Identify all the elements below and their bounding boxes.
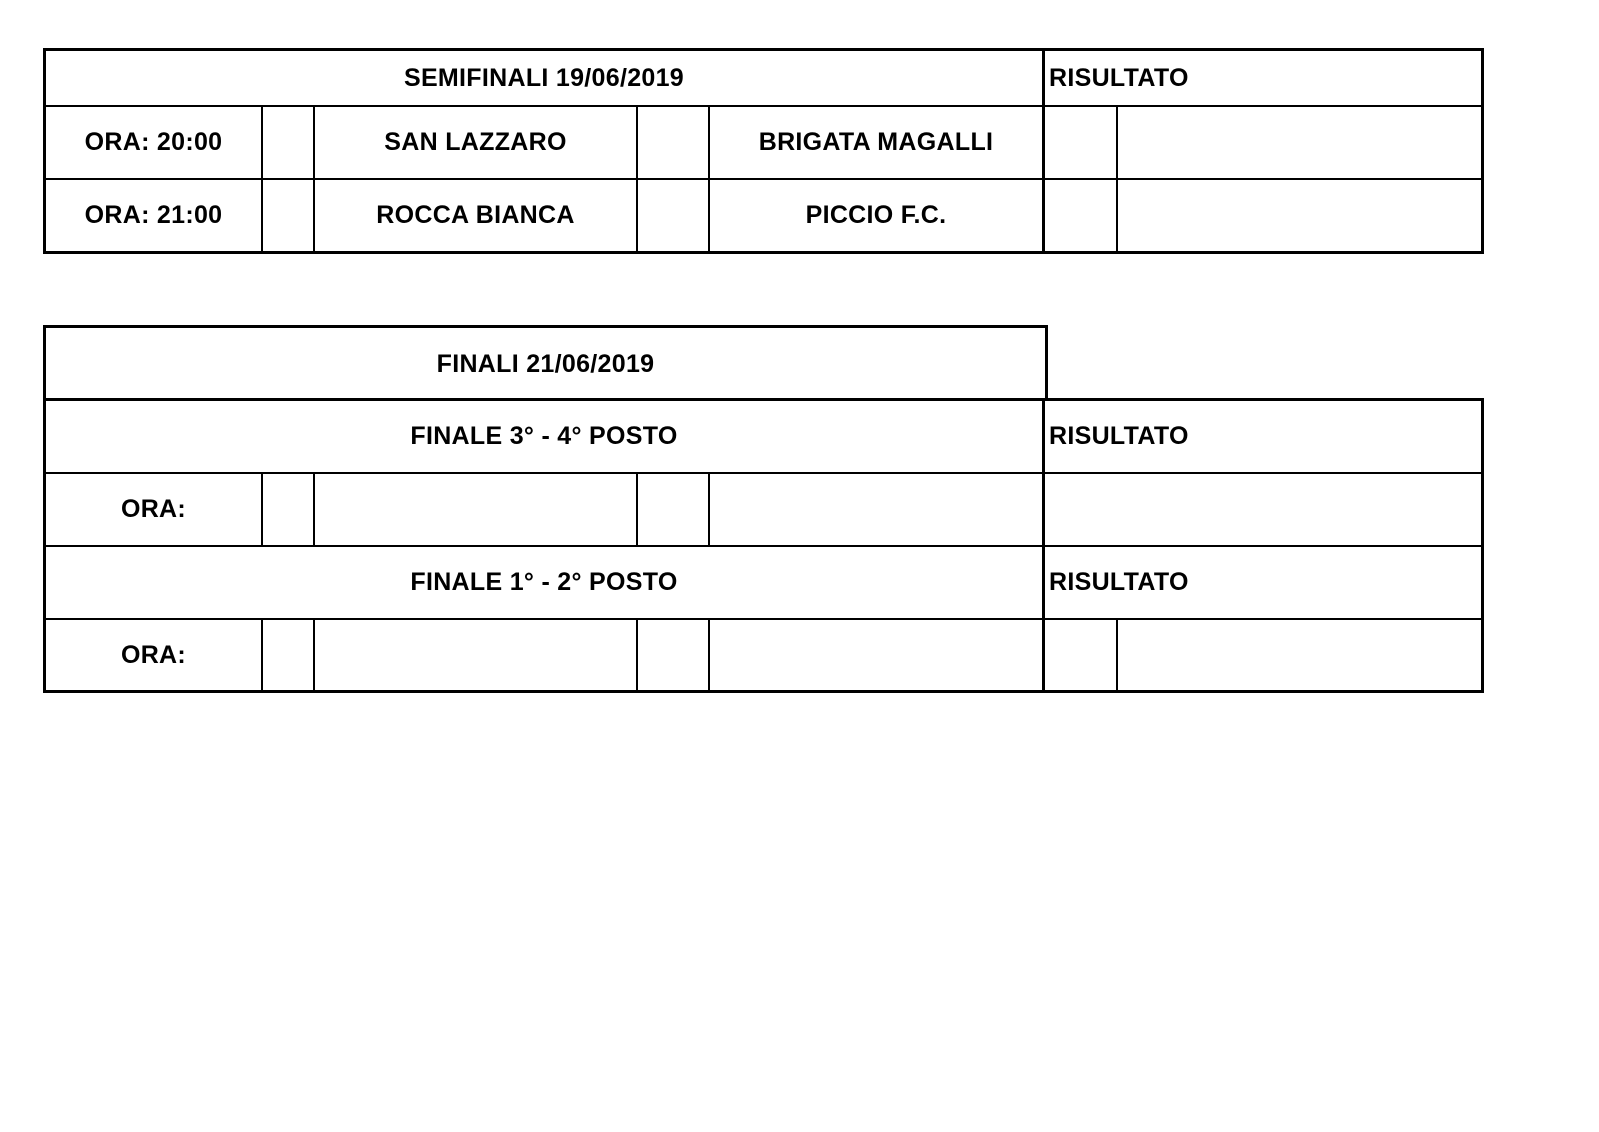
home-score-cell — [263, 107, 315, 180]
match-time: ORA: 21:00 — [46, 180, 263, 251]
away-team — [710, 620, 1045, 690]
semifinals-title: SEMIFINALI 19/06/2019 — [46, 51, 1045, 107]
result-cell — [1118, 180, 1481, 251]
result-cell — [1045, 474, 1481, 547]
home-team: SAN LAZZARO — [315, 107, 638, 180]
home-score-cell — [263, 474, 315, 547]
result-cell — [1045, 180, 1118, 251]
home-score-cell — [263, 620, 315, 690]
away-team — [710, 474, 1045, 547]
home-score-cell — [263, 180, 315, 251]
semifinals-result-header: RISULTATO — [1045, 51, 1481, 107]
home-team: ROCCA BIANCA — [315, 180, 638, 251]
first-place-title: FINALE 1° - 2° POSTO — [46, 547, 1045, 620]
match-time: ORA: 20:00 — [46, 107, 263, 180]
home-team — [315, 620, 638, 690]
finals-title-box — [43, 325, 1048, 401]
away-score-cell — [638, 474, 710, 547]
away-team: PICCIO F.C. — [710, 180, 1045, 251]
semifinals-table — [43, 48, 1484, 254]
home-team — [315, 474, 638, 547]
match-time: ORA: — [46, 474, 263, 547]
third-place-result-header: RISULTATO — [1045, 401, 1481, 474]
first-place-result-header: RISULTATO — [1045, 547, 1481, 620]
third-place-title: FINALE 3° - 4° POSTO — [46, 401, 1045, 474]
finals-table — [43, 398, 1484, 693]
finals-title: FINALI 21/06/2019 — [436, 350, 655, 378]
away-team: BRIGATA MAGALLI — [710, 107, 1045, 180]
result-cell — [1118, 107, 1481, 180]
away-score-cell — [638, 107, 710, 180]
match-time: ORA: — [46, 620, 263, 690]
away-score-cell — [638, 180, 710, 251]
result-cell — [1045, 620, 1118, 690]
result-cell — [1118, 620, 1481, 690]
away-score-cell — [638, 620, 710, 690]
result-cell — [1045, 107, 1118, 180]
